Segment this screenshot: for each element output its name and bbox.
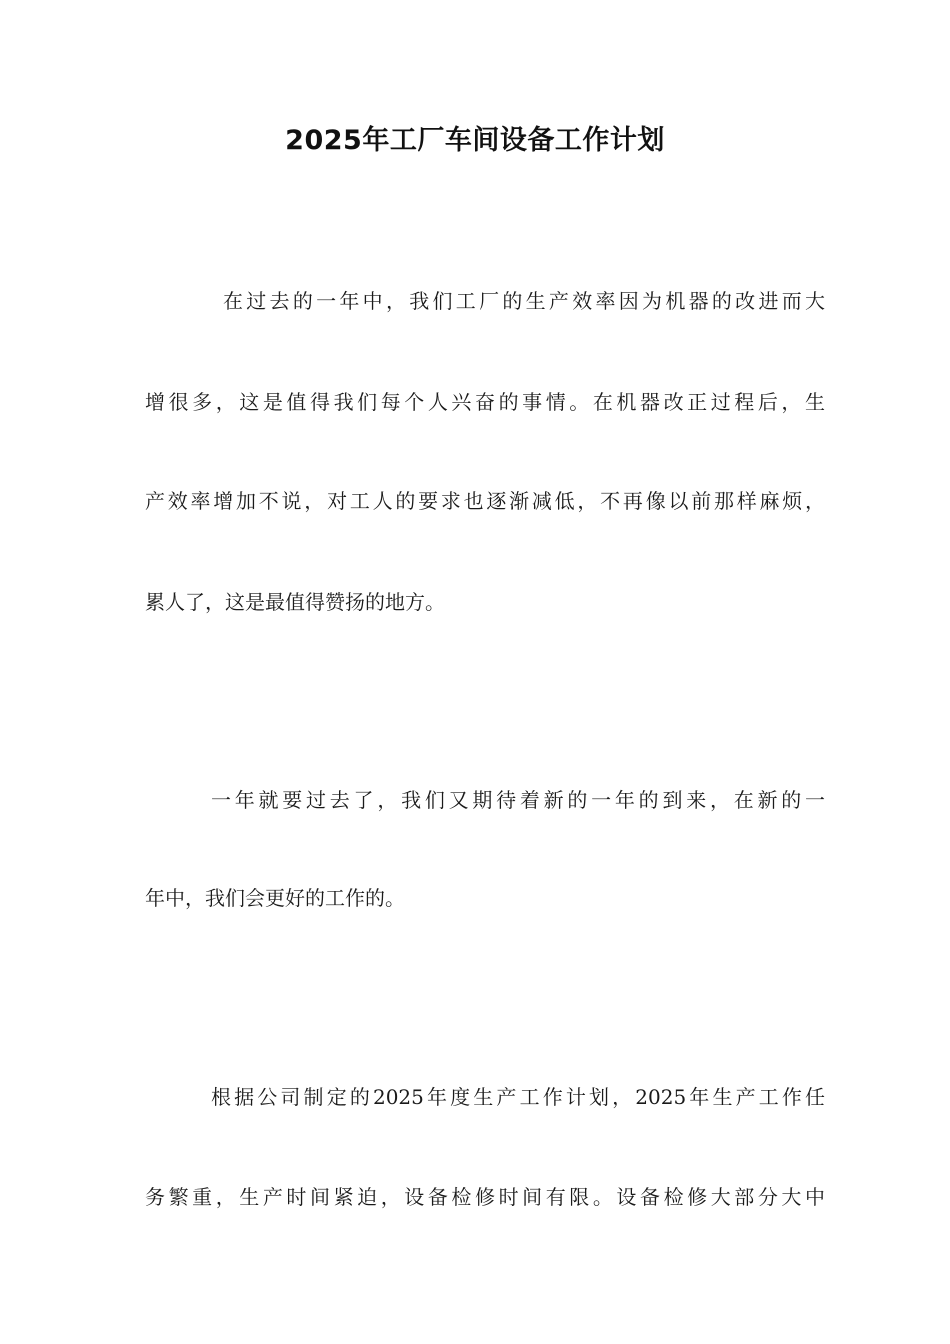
paragraph-1-line-2: 增很多，这是值得我们每个人兴奋的事情。在机器改正过程后，生 — [145, 390, 825, 414]
paragraph-3-line-2: 务繁重，生产时间紧迫，设备检修时间有限。设备检修大部分大中 — [145, 1185, 825, 1209]
document-title: 2025年工厂车间设备工作计划 — [285, 125, 665, 156]
paragraph-2-line-2: 年中，我们会更好的工作的。 — [145, 886, 405, 910]
paragraph-1-line-1: 在过去的一年中，我们工厂的生产效率因为机器的改进而大 — [223, 289, 825, 313]
paragraph-1-line-3: 产效率增加不说，对工人的要求也逐渐减低，不再像以前那样麻烦， — [145, 489, 825, 513]
paragraph-3-line-1: 根据公司制定的2025年度生产工作计划，2025年生产工作任 — [211, 1085, 825, 1109]
paragraph-1-line-4: 累人了，这是最值得赞扬的地方。 — [145, 590, 445, 614]
paragraph-2-line-1: 一年就要过去了，我们又期待着新的一年的到来，在新的一 — [211, 788, 825, 812]
